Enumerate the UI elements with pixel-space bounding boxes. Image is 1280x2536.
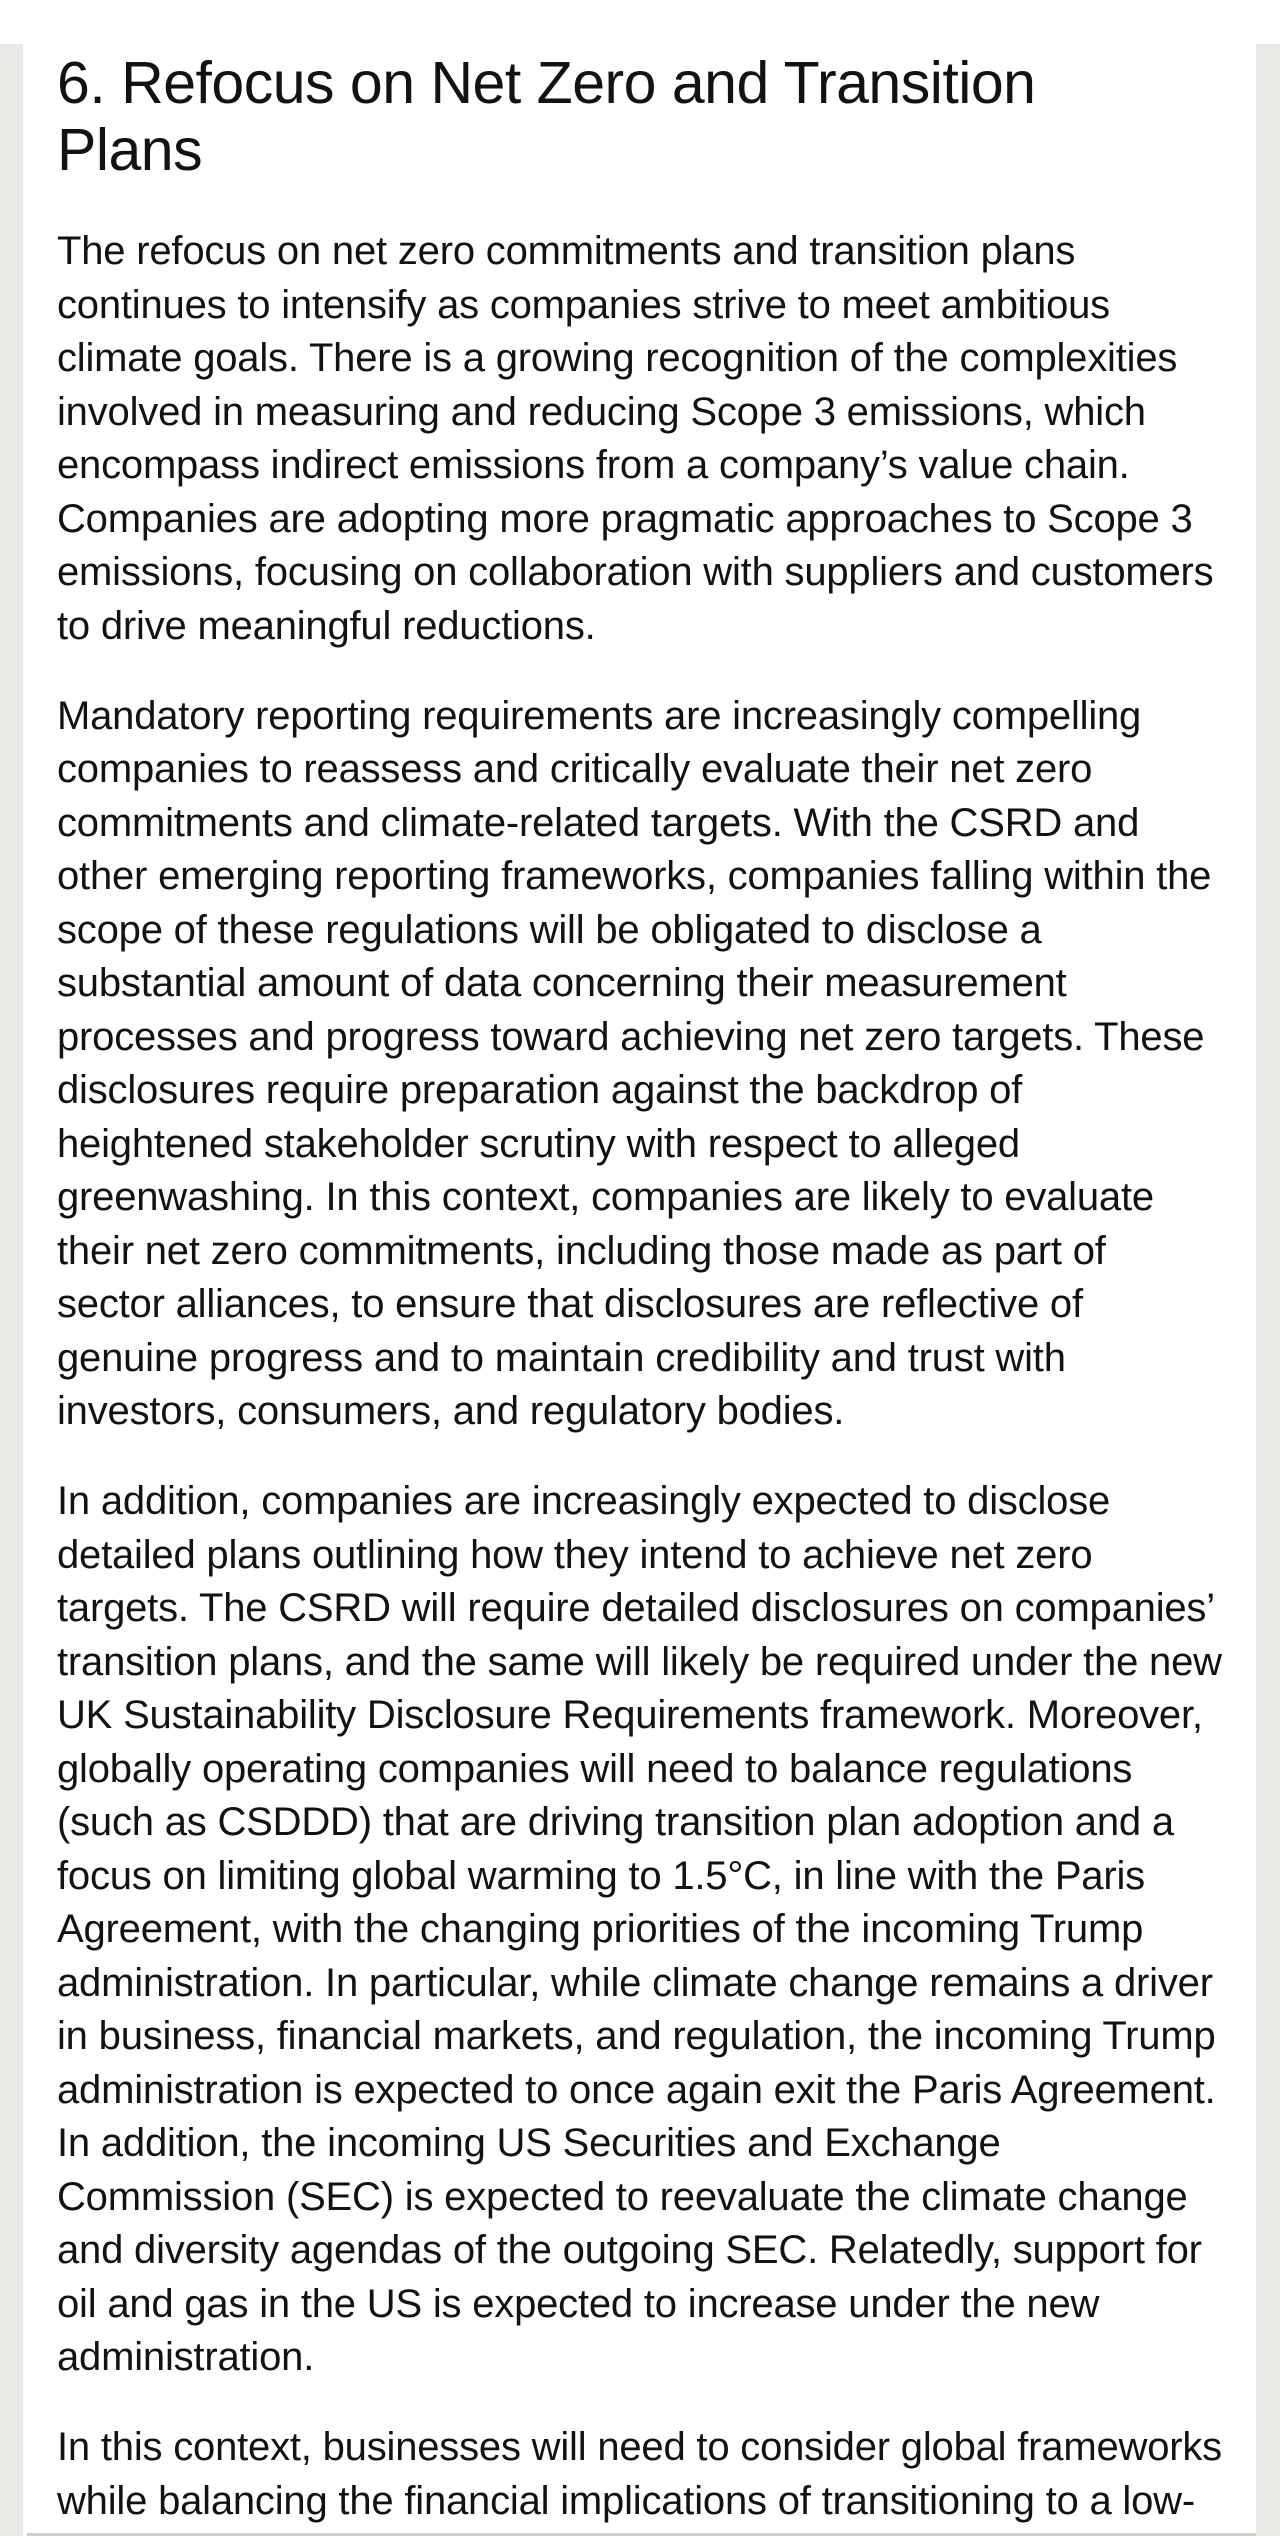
top-white-band [0,0,1280,44]
text-line: Plans [57,117,203,183]
text-line: The refocus on net zero commitments and transition plans [57,229,1076,273]
paragraph-1 [57,225,1238,653]
text-line: In this context, businesses will need to consider global frameworks [57,2425,1222,2469]
text-line: encompass indirect emissions from a company’s value chain. [57,443,1130,487]
text-line: companies to reassess and critically evaluate their net zero [57,747,1093,791]
text-line: sector alliances, to ensure that disclosures are reflective of [57,1282,1083,1326]
text-line: UK Sustainability Disclosure Requirements framework. Moreover, [57,1693,1203,1737]
text-line: involved in measuring and reducing Scope 3 emissions, which [57,389,1146,434]
text-line: transition plans, and the same will likely be required under the new [57,1639,1222,1684]
text-line: greenwashing. In this context, companies are likely to evaluate [57,1175,1154,1219]
text-line: in business, financial markets, and regulation, the incoming Trump [57,2014,1216,2058]
text-line: focus on limiting global warming to 1.5°C, in line with the Paris [57,1853,1145,1898]
text-line: investors, consumers, and regulatory bodies. [57,1389,845,1433]
text-line: In addition, companies are increasingly expected to disclose [57,1479,1111,1523]
text-line: (such as CSDDD) that are driving transition plan adoption and a [57,1800,1174,1844]
text-line: genuine progress and to maintain credibility and trust with [57,1335,1066,1380]
paragraph-2 [57,690,1238,1439]
text-line: heightened stakeholder scrutiny with respect to alleged [57,1121,1020,1166]
text-line: administration. [57,2335,315,2379]
text-line: processes and progress toward achieving net zero targets. These [57,1014,1205,1059]
text-line: administration is expected to once again exit the Paris Agreement. [57,2067,1216,2112]
text-line: Commission (SEC) is expected to reevaluate the climate change [57,2174,1188,2219]
content-background [0,44,1280,2536]
text-line: their net zero commitments, including those made as part of [57,1228,1106,1273]
text-line: targets. The CSRD will require detailed disclosures on companies’ [57,1586,1215,1630]
text-line: continues to intensify as companies strive to meet ambitious [57,282,1110,327]
text-line: Mandatory reporting requirements are increasingly compelling [57,693,1142,738]
text-line: Agreement, with the changing priorities of the incoming Trump [57,1907,1144,1951]
text-line: detailed plans outlining how they intend to achieve net zero [57,1532,1093,1577]
text-line: while balancing the financial implications of transitioning to a low- [57,2478,1195,2523]
text-line: emissions, focusing on collaboration with suppliers and customers [57,550,1214,594]
text-line: 6. Refocus on Net Zero and Transition [57,50,1036,116]
text-line: and diversity agendas of the outgoing SEC. Relatedly, support for [57,2228,1202,2272]
article-body [57,225,1238,2528]
paragraph-4 [57,2421,1238,2528]
text-line: disclosures require preparation against the backdrop of [57,1068,1023,1112]
text-line: commitments and climate-related targets. With the CSRD and [57,800,1140,845]
text-line: administration. In particular, while climate change remains a driver [57,1960,1213,2005]
article-card [23,44,1256,2536]
text-line: Companies are adopting more pragmatic approaches to Scope 3 [57,496,1193,541]
paragraph-3 [57,1475,1238,2385]
text-line: globally operating companies will need to balance regulations [57,1746,1133,1791]
text-line: to drive meaningful reductions. [57,603,596,648]
text-line: In addition, the incoming US Securities and Exchange [57,2121,1001,2165]
text-line: scope of these regulations will be obligated to disclose a [57,907,1042,952]
text-line: oil and gas in the US is expected to increase under the new [57,2281,1100,2326]
section-heading [57,50,1238,184]
text-line: substantial amount of data concerning their measurement [57,961,1067,1005]
text-line: other emerging reporting frameworks, companies falling within the [57,854,1212,898]
text-line: climate goals. There is a growing recognition of the complexities [57,336,1178,380]
